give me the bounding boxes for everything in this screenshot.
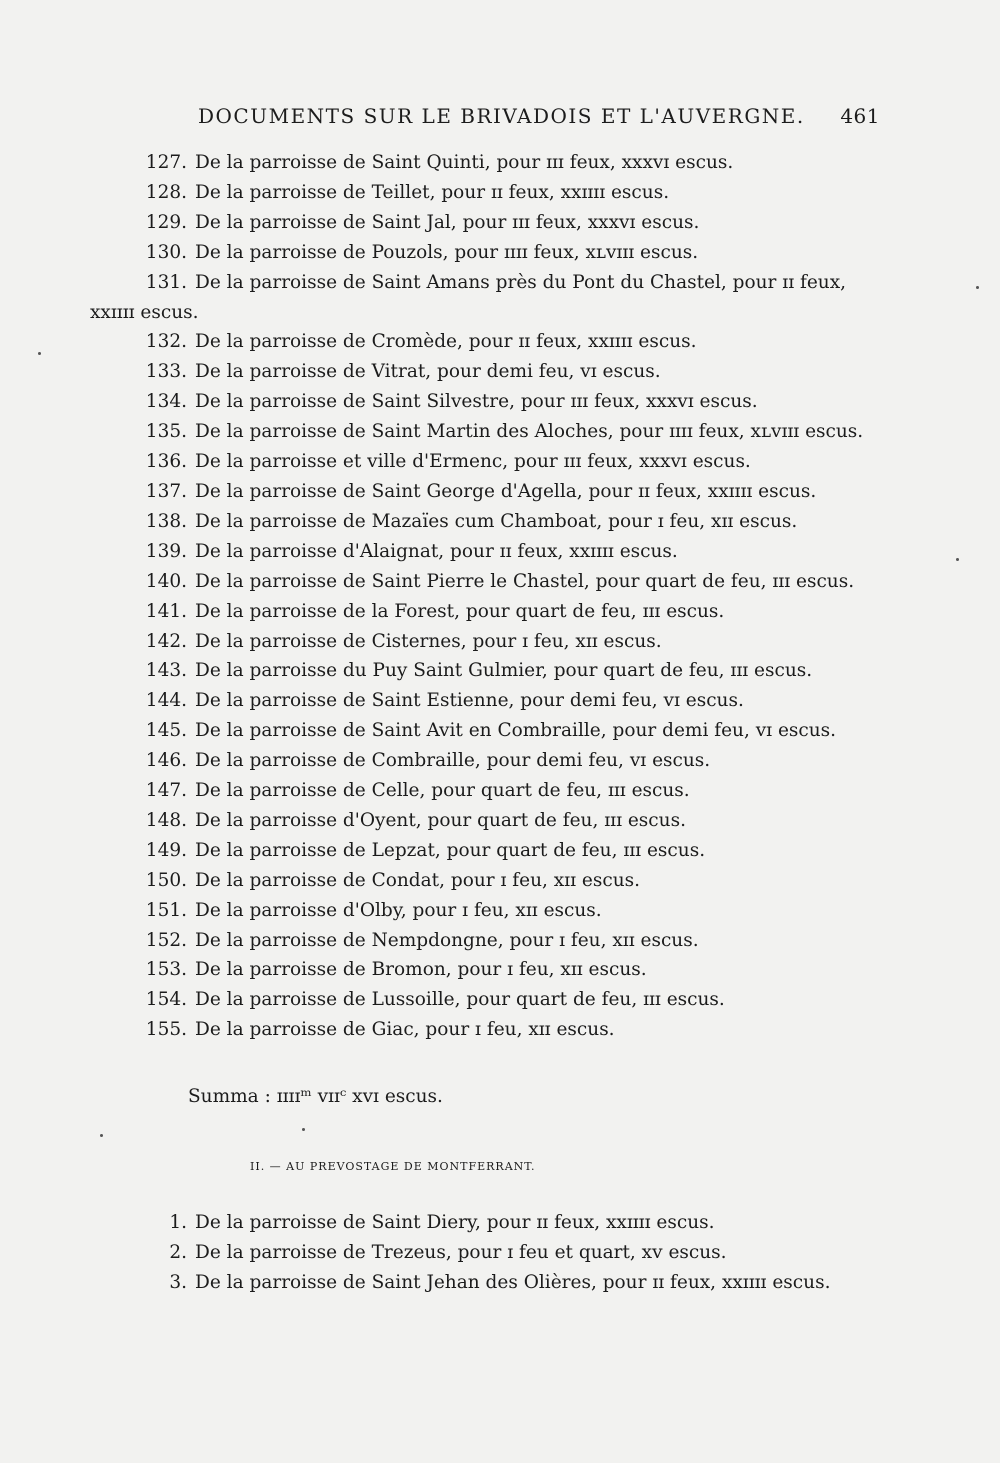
entry-text: De la parroisse de Saint Avit en Combraille, pour demi feu, vɪ escus. bbox=[195, 720, 837, 742]
entry-number: 146. bbox=[145, 750, 187, 772]
entry-number: 147. bbox=[145, 780, 187, 802]
list-item bbox=[90, 1015, 890, 1045]
entry-continuation: xxɪɪɪɪ escus. bbox=[90, 301, 199, 323]
entry-number: 127. bbox=[145, 152, 187, 173]
entry-number: 145. bbox=[145, 720, 187, 742]
entry-number: 139. bbox=[145, 540, 187, 562]
running-head bbox=[198, 104, 888, 134]
entry-number: 128. bbox=[145, 181, 187, 203]
list-item bbox=[90, 955, 890, 985]
running-title: DOCUMENTS SUR LE BRIVADOIS ET L'AUVERGNE. bbox=[198, 104, 805, 128]
page-number: 461 bbox=[840, 104, 880, 128]
entry-number: 154. bbox=[145, 989, 187, 1011]
list-item bbox=[90, 985, 890, 1015]
entry-text: De la parroisse de Nempdongne, pour ɪ feu, xɪɪ escus. bbox=[195, 929, 699, 951]
entry-number: 2. bbox=[169, 1242, 187, 1263]
entry-number: 143. bbox=[145, 660, 187, 682]
list-item bbox=[90, 716, 890, 746]
entry-text: De la parroisse de Lussoille, pour quart de feu, ɪɪɪ escus. bbox=[195, 989, 725, 1011]
list-item bbox=[90, 268, 890, 328]
paper-speck bbox=[38, 352, 41, 355]
list-item bbox=[90, 208, 890, 238]
list-item bbox=[90, 896, 890, 926]
entry-number: 135. bbox=[145, 421, 187, 443]
entry-number: 155. bbox=[145, 1019, 187, 1041]
entry-number: 152. bbox=[145, 929, 187, 951]
list-item bbox=[90, 776, 890, 806]
list-item bbox=[90, 686, 890, 716]
entry-text: De la parroisse de Saint George d'Agella, pour ɪɪ feux, xxɪɪɪɪ escus. bbox=[195, 480, 817, 502]
entry-list bbox=[90, 148, 890, 1045]
entry-number: 130. bbox=[145, 241, 187, 263]
entry-text: De la parroisse de Saint Jehan des Olières, pour ɪɪ feux, xxɪɪɪɪ escus. bbox=[195, 1272, 831, 1293]
entry-text: De la parroisse de Saint Estienne, pour demi feu, vɪ escus. bbox=[195, 690, 744, 712]
list-item bbox=[90, 567, 890, 597]
entry-text: De la parroisse de Saint Quinti, pour ɪɪɪ feux, xxxvɪ escus. bbox=[195, 152, 734, 173]
entry-text: De la parroisse de Saint Martin des Aloches, pour ɪɪɪɪ feux, xʟvɪɪɪ escus. bbox=[195, 421, 864, 443]
list-item bbox=[90, 836, 890, 866]
entry-number: 149. bbox=[145, 839, 187, 861]
entry-text: De la parroisse de Giac, pour ɪ feu, xɪɪ escus. bbox=[195, 1019, 615, 1041]
paper-speck bbox=[302, 1128, 305, 1131]
entry-number: 1. bbox=[169, 1212, 187, 1233]
entry-number: 3. bbox=[169, 1272, 187, 1293]
entry-number: 142. bbox=[145, 630, 187, 652]
entry-number: 131. bbox=[145, 271, 187, 293]
list-item bbox=[90, 178, 890, 208]
entry-text: De la parroisse de Saint Amans près du Pont du Chastel, pour ɪɪ feux, bbox=[195, 271, 847, 293]
entry-number: 133. bbox=[145, 361, 187, 383]
entry-text: De la parroisse de Saint Diery, pour ɪɪ feux, xxɪɪɪɪ escus. bbox=[195, 1212, 715, 1233]
entry-text: De la parroisse de Saint Pierre le Chastel, pour quart de feu, ɪɪɪ escus. bbox=[195, 570, 855, 592]
list-item bbox=[90, 148, 890, 178]
list-item bbox=[90, 447, 890, 477]
entry-text: De la parroisse de Cromède, pour ɪɪ feux, xxɪɪɪɪ escus. bbox=[195, 331, 697, 353]
paper-speck bbox=[100, 1134, 103, 1137]
list-item bbox=[90, 1238, 910, 1268]
entry-text: De la parroisse de Saint Jal, pour ɪɪɪ feux, xxxvɪ escus. bbox=[195, 211, 700, 233]
entry-text: De la parroisse du Puy Saint Gulmier, pour quart de feu, ɪɪɪ escus. bbox=[195, 660, 813, 682]
entry-text: De la parroisse et ville d'Ermenc, pour ɪɪɪ feux, xxxvɪ escus. bbox=[195, 451, 751, 473]
list-item bbox=[90, 1208, 910, 1238]
list-item bbox=[90, 627, 890, 657]
list-item bbox=[90, 357, 890, 387]
entry-text: De la parroisse de Lepzat, pour quart de feu, ɪɪɪ escus. bbox=[195, 839, 706, 861]
entry-number: 153. bbox=[145, 959, 187, 981]
paper-speck bbox=[956, 558, 959, 561]
entry-number: 132. bbox=[145, 331, 187, 353]
list-item bbox=[90, 746, 890, 776]
entry-text: De la parroisse d'Alaignat, pour ɪɪ feux, xxɪɪɪɪ escus. bbox=[195, 540, 678, 562]
entry-number: 140. bbox=[145, 570, 187, 592]
entry-text: De la parroisse de Saint Silvestre, pour ɪɪɪ feux, xxxvɪ escus. bbox=[195, 391, 758, 413]
entry-number: 137. bbox=[145, 480, 187, 502]
entry-text: De la parroisse de la Forest, pour quart de feu, ɪɪɪ escus. bbox=[195, 600, 725, 622]
section-entry-list bbox=[90, 1208, 910, 1298]
entry-text: De la parroisse de Pouzols, pour ɪɪɪɪ feux, xʟvɪɪɪ escus. bbox=[195, 241, 699, 263]
summa-total: Summa : ɪɪɪɪᵐ vɪɪᶜ xvɪ escus. bbox=[188, 1086, 443, 1107]
entry-text: De la parroisse de Mazaïes cum Chamboat, pour ɪ feu, xɪɪ escus. bbox=[195, 510, 798, 532]
entry-number: 150. bbox=[145, 869, 187, 891]
list-item bbox=[90, 926, 890, 956]
list-item bbox=[90, 417, 890, 447]
entry-text: De la parroisse de Cisternes, pour ɪ feu, xɪɪ escus. bbox=[195, 630, 662, 652]
entry-text: De la parroisse de Vitrat, pour demi feu, vɪ escus. bbox=[195, 361, 661, 383]
list-item bbox=[90, 327, 890, 357]
list-item bbox=[90, 1268, 910, 1298]
entry-number: 148. bbox=[145, 809, 187, 831]
list-item bbox=[90, 238, 890, 268]
list-item bbox=[90, 806, 890, 836]
list-item bbox=[90, 477, 890, 507]
list-item bbox=[90, 537, 890, 567]
list-item bbox=[90, 507, 890, 537]
list-item bbox=[90, 866, 890, 896]
entry-number: 141. bbox=[145, 600, 187, 622]
entry-number: 138. bbox=[145, 510, 187, 532]
entry-text: De la parroisse de Bromon, pour ɪ feu, xɪɪ escus. bbox=[195, 959, 647, 981]
entry-text: De la parroisse de Trezeus, pour ɪ feu et quart, xv escus. bbox=[195, 1242, 727, 1263]
list-item bbox=[90, 656, 890, 686]
entry-text: De la parroisse d'Oyent, pour quart de feu, ɪɪɪ escus. bbox=[195, 809, 686, 831]
list-item bbox=[90, 597, 890, 627]
list-item bbox=[90, 387, 890, 417]
entry-text: De la parroisse de Condat, pour ɪ feu, xɪɪ escus. bbox=[195, 869, 640, 891]
entry-number: 136. bbox=[145, 451, 187, 473]
entry-number: 144. bbox=[145, 690, 187, 712]
entry-number: 129. bbox=[145, 211, 187, 233]
entry-number: 134. bbox=[145, 391, 187, 413]
entry-text: De la parroisse de Teillet, pour ɪɪ feux, xxɪɪɪɪ escus. bbox=[195, 181, 670, 203]
paper-speck bbox=[976, 286, 979, 289]
entry-text: De la parroisse de Combraille, pour demi feu, vɪ escus. bbox=[195, 750, 711, 772]
entry-number: 151. bbox=[145, 899, 187, 921]
entry-text: De la parroisse d'Olby, pour ɪ feu, xɪɪ escus. bbox=[195, 899, 602, 921]
section-title: II. — AU PREVOSTAGE DE MONTFERRANT. bbox=[250, 1160, 536, 1173]
entry-text: De la parroisse de Celle, pour quart de feu, ɪɪɪ escus. bbox=[195, 780, 690, 802]
